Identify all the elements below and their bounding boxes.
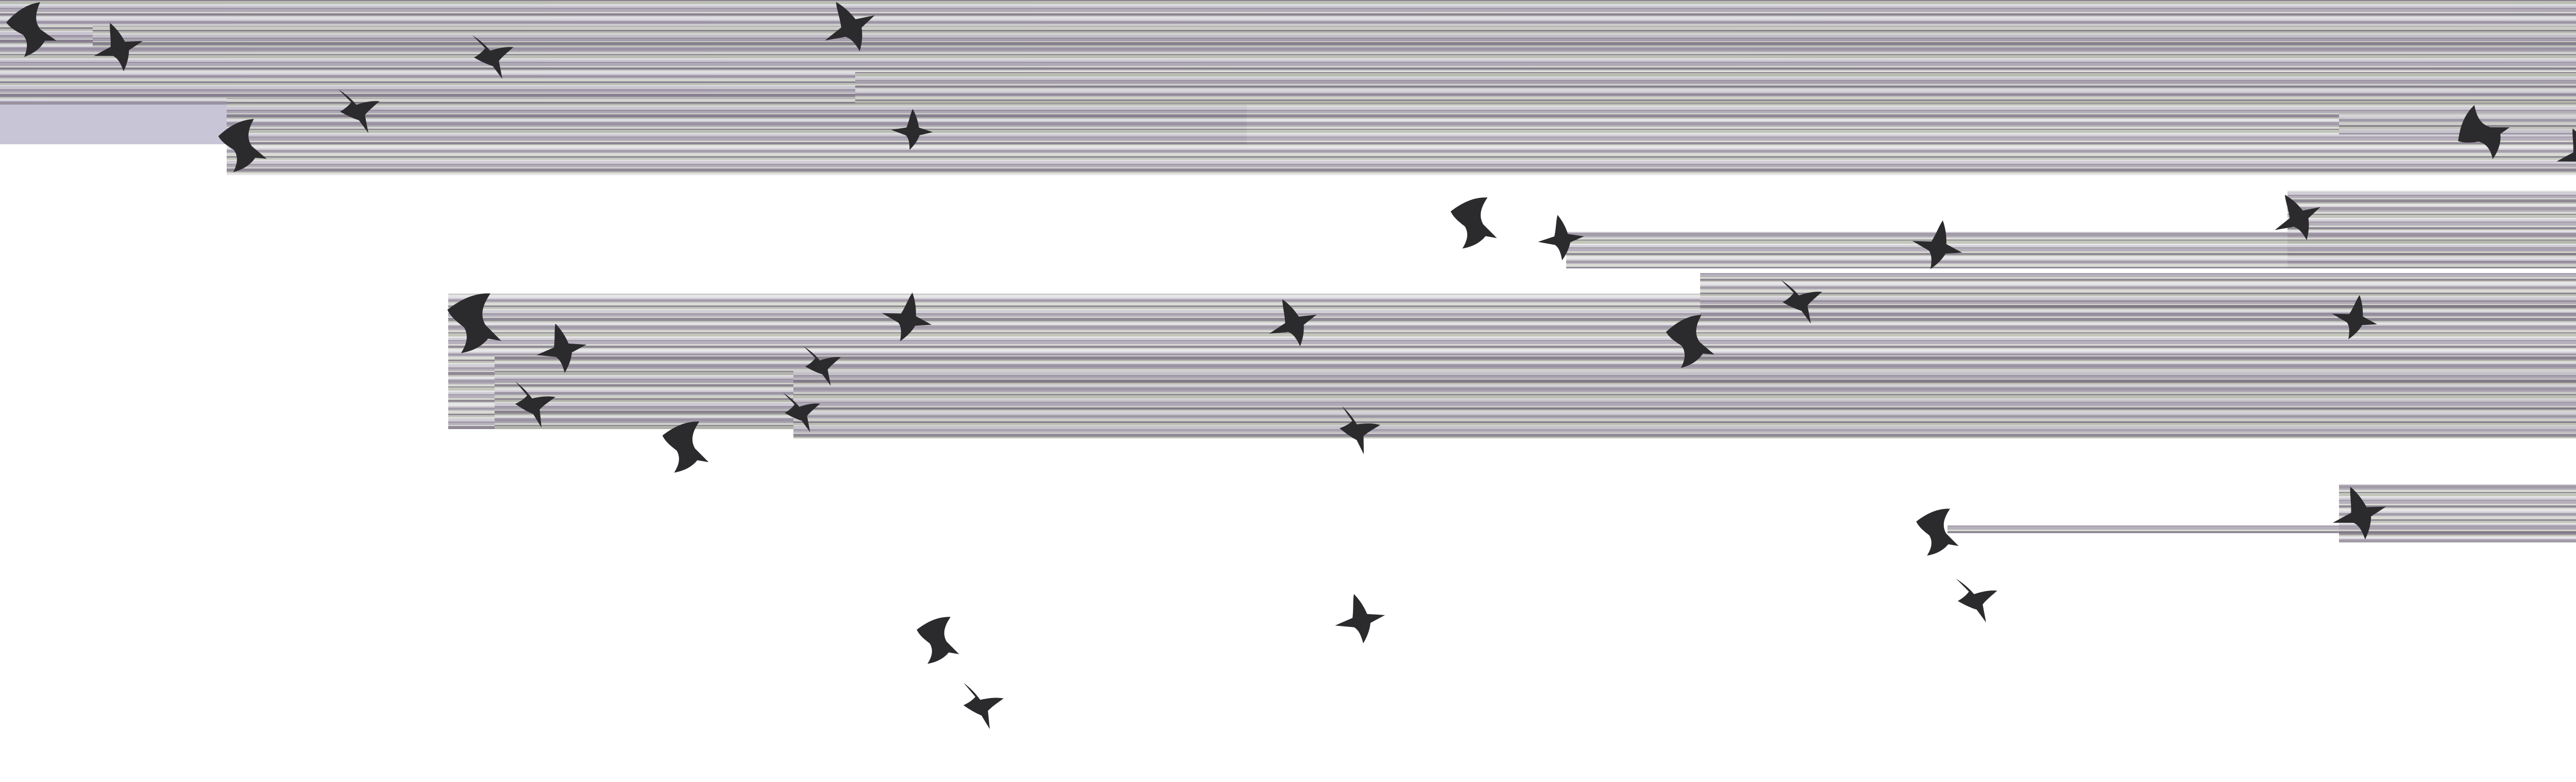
motion-streak	[793, 402, 2576, 403]
motion-streak	[793, 398, 2576, 400]
motion-streak	[1566, 240, 2576, 241]
motion-streak	[2287, 210, 2576, 212]
motion-streak	[1566, 233, 2576, 236]
motion-streak	[2339, 496, 2576, 498]
motion-streak	[495, 356, 2576, 360]
motion-streak	[448, 332, 2576, 333]
motion-streak	[855, 81, 2576, 84]
motion-streak	[227, 161, 2576, 164]
motion-streak	[2287, 199, 2576, 202]
motion-streak	[793, 411, 2576, 414]
motion-streak	[227, 119, 2576, 121]
motion-streak	[227, 150, 2576, 152]
motion-streak	[2339, 521, 2576, 523]
motion-streak	[2339, 492, 2576, 493]
motion-streak	[227, 111, 2576, 113]
motion-streak	[1700, 277, 2576, 279]
motion-streak	[495, 360, 2576, 361]
motion-streak	[1566, 232, 2576, 233]
motion-streak	[2287, 196, 2576, 198]
motion-streak	[793, 371, 2576, 372]
motion-streak	[227, 164, 2576, 165]
motion-streak	[2339, 488, 2576, 490]
motion-streak	[855, 96, 2576, 99]
motion-streak	[0, 4, 2576, 6]
motion-streak	[1566, 248, 2576, 251]
motion-streak	[2287, 204, 2576, 206]
motion-streak	[2287, 227, 2576, 229]
motion-streak	[1700, 294, 2576, 296]
motion-streak	[1700, 290, 2576, 293]
motion-streak	[495, 369, 2576, 371]
motion-streak	[93, 39, 2576, 41]
motion-streak	[855, 73, 2576, 76]
motion-streak	[227, 122, 2576, 125]
motion-streak	[0, 60, 2576, 62]
motion-streak	[227, 160, 2576, 161]
motion-streak	[793, 387, 2576, 390]
motion-streak	[448, 336, 2576, 338]
motion-streak	[227, 113, 2576, 114]
motion-streak	[2287, 223, 2576, 226]
motion-streak	[793, 407, 2576, 410]
motion-streak	[2339, 485, 2576, 488]
motion-streak	[793, 426, 2576, 429]
motion-streak	[2339, 125, 2576, 127]
motion-streak	[1700, 302, 2576, 304]
motion-streak	[2339, 516, 2576, 519]
motion-streak	[2339, 500, 2576, 501]
motion-streak	[227, 129, 2576, 130]
motion-streak	[1700, 274, 2576, 277]
motion-streak	[2287, 191, 2576, 192]
motion-streak	[2339, 535, 2576, 536]
motion-streak	[2339, 490, 2576, 492]
motion-streak	[2339, 117, 2576, 119]
motion-streak	[0, 58, 2576, 60]
motion-streak	[1700, 281, 2576, 282]
motion-streak	[793, 392, 2576, 394]
motion-streak	[227, 173, 2576, 175]
motion-streak	[793, 415, 2576, 417]
motion-streak	[227, 107, 2576, 110]
motion-streak	[448, 352, 2576, 353]
motion-streak	[1566, 251, 2576, 253]
motion-streak	[0, 6, 2576, 8]
motion-streak	[93, 35, 2576, 38]
motion-streak	[855, 86, 2576, 88]
motion-streak	[227, 167, 2576, 168]
motion-streak	[1566, 253, 2576, 255]
motion-streak	[2287, 214, 2576, 215]
motion-streak	[793, 406, 2576, 407]
motion-streak	[855, 92, 2576, 93]
motion-streak	[2339, 129, 2576, 130]
motion-streak	[1566, 236, 2576, 237]
motion-streak	[0, 13, 2576, 15]
motion-streak	[227, 158, 2576, 160]
motion-streak	[2339, 515, 2576, 516]
motion-streak	[1566, 247, 2576, 248]
motion-streak	[2339, 127, 2576, 129]
motion-streak	[227, 165, 2576, 167]
motion-streak	[793, 383, 2576, 384]
motion-streak	[793, 433, 2576, 434]
motion-streak	[448, 338, 2576, 340]
motion-streak	[1566, 264, 2576, 267]
motion-streak	[93, 38, 2576, 39]
motion-streak	[1947, 531, 2576, 533]
motion-streak	[793, 423, 2576, 425]
motion-streak	[227, 106, 2576, 107]
motion-streak	[2339, 519, 2576, 521]
motion-streak	[448, 321, 2576, 322]
motion-streak	[0, 9, 2576, 12]
motion-streak	[2339, 114, 2576, 117]
motion-streak	[2287, 218, 2576, 219]
motion-streak	[227, 134, 2576, 137]
motion-streak	[448, 325, 2576, 326]
motion-streak	[1700, 285, 2576, 286]
motion-streak	[1566, 261, 2576, 263]
motion-streak	[1700, 273, 2576, 274]
motion-streak	[495, 367, 2576, 369]
motion-streak	[0, 47, 2576, 50]
motion-streak	[1700, 293, 2576, 294]
motion-streak	[495, 355, 2576, 356]
motion-streak	[0, 23, 2576, 24]
motion-streak	[793, 384, 2576, 386]
motion-streak	[227, 117, 2576, 119]
motion-streak	[793, 429, 2576, 431]
motion-streak	[0, 20, 2576, 21]
motion-streak	[793, 386, 2576, 387]
motion-streak	[227, 110, 2576, 111]
motion-streak	[227, 127, 2576, 129]
motion-streak	[0, 0, 2576, 1]
motion-streak	[2339, 538, 2576, 539]
motion-streak	[793, 403, 2576, 406]
motion-streak	[2287, 226, 2576, 227]
motion-streak	[2339, 523, 2576, 524]
motion-streak	[227, 172, 2576, 173]
motion-streak	[1700, 308, 2576, 310]
motion-streak	[1700, 313, 2576, 316]
motion-streak	[1700, 286, 2576, 288]
motion-streak	[227, 152, 2576, 153]
motion-streak	[2287, 195, 2576, 196]
motion-streak	[227, 138, 2576, 141]
motion-streak	[227, 153, 2576, 156]
motion-streak	[855, 80, 2576, 81]
motion-streak	[1566, 244, 2576, 245]
motion-streak	[227, 141, 2576, 142]
motion-streak	[855, 99, 2576, 101]
motion-streak	[0, 12, 2576, 13]
motion-streak	[793, 410, 2576, 411]
motion-streak	[227, 133, 2576, 134]
motion-streak	[93, 41, 2576, 42]
motion-streak	[2287, 222, 2576, 223]
motion-streak	[855, 88, 2576, 89]
motion-streak	[227, 142, 2576, 144]
motion-streak	[2339, 498, 2576, 500]
motion-streak	[1947, 526, 2576, 530]
motion-streak	[0, 55, 2576, 58]
motion-streak	[93, 31, 2576, 33]
motion-streak	[1700, 296, 2576, 297]
motion-streak	[855, 84, 2576, 86]
motion-streak	[448, 329, 2576, 330]
motion-streak	[1700, 312, 2576, 313]
motion-streak	[793, 377, 2576, 379]
motion-streak	[0, 63, 2576, 66]
motion-streak	[448, 348, 2576, 349]
motion-streak	[448, 340, 2576, 341]
motion-streak	[793, 421, 2576, 423]
motion-streak	[93, 26, 2576, 27]
motion-streak	[2287, 198, 2576, 199]
motion-streak	[227, 156, 2576, 158]
motion-streak	[2339, 484, 2576, 485]
motion-streak	[855, 89, 2576, 92]
motion-streak	[2339, 504, 2576, 505]
motion-streak	[93, 45, 2576, 47]
motion-streak	[227, 104, 2576, 106]
motion-streak	[93, 42, 2576, 45]
motion-streak	[0, 70, 2576, 71]
motion-streak	[0, 66, 2576, 67]
motion-streak	[1566, 241, 2576, 244]
motion-streak	[855, 78, 2576, 80]
motion-streak	[2339, 493, 2576, 496]
motion-streak	[1566, 237, 2576, 240]
motion-streak	[793, 437, 2576, 438]
motion-streak	[855, 95, 2576, 96]
motion-streak	[227, 125, 2576, 127]
motion-streak	[2287, 219, 2576, 222]
motion-streak	[495, 363, 2576, 364]
motion-streak	[793, 395, 2576, 398]
motion-streak	[448, 318, 2576, 321]
motion-streak	[1566, 259, 2576, 261]
motion-streak	[227, 145, 2576, 148]
motion-streak	[793, 390, 2576, 392]
motion-streak	[1947, 530, 2576, 531]
motion-streak	[2287, 215, 2576, 218]
motion-streak	[855, 101, 2576, 103]
motion-streak	[2339, 133, 2576, 134]
motion-streak	[0, 67, 2576, 70]
motion-streak	[0, 21, 2576, 23]
motion-streak	[1700, 300, 2576, 302]
motion-streak	[793, 380, 2576, 383]
motion-streak	[793, 425, 2576, 426]
motion-streak	[2287, 202, 2576, 204]
motion-streak	[93, 33, 2576, 35]
motion-streak	[793, 417, 2576, 418]
motion-streak	[227, 168, 2576, 172]
motion-streak	[448, 333, 2576, 336]
motion-streak	[227, 148, 2576, 150]
motion-streak	[2287, 192, 2576, 195]
motion-streak	[2339, 130, 2576, 133]
motion-streak	[1566, 255, 2576, 256]
motion-streak	[793, 400, 2576, 402]
motion-streak	[227, 114, 2576, 117]
motion-streak	[1700, 310, 2576, 312]
motion-streak	[1566, 267, 2576, 268]
motion-streak	[0, 8, 2576, 9]
motion-streak	[0, 1, 2576, 4]
motion-streak	[2339, 122, 2576, 125]
motion-streak	[227, 144, 2576, 145]
motion-streak	[793, 375, 2576, 377]
motion-streak	[855, 72, 2576, 73]
motion-streak	[855, 76, 2576, 78]
motion-streak	[793, 372, 2576, 375]
motion-streak	[1700, 305, 2576, 308]
motion-streak	[2287, 207, 2576, 210]
motion-streak	[793, 394, 2576, 395]
motion-streak	[93, 27, 2576, 30]
motion-streak	[0, 16, 2576, 20]
motion-streak	[448, 344, 2576, 346]
motion-streak	[227, 137, 2576, 138]
motion-streak	[0, 50, 2576, 52]
motion-streak	[793, 414, 2576, 415]
motion-streak	[793, 434, 2576, 437]
motion-streak	[448, 317, 2576, 318]
motion-streak	[495, 361, 2576, 363]
motion-streak	[793, 379, 2576, 380]
motion-streak	[2339, 119, 2576, 121]
motion-streak	[448, 326, 2576, 329]
motion-streak	[227, 121, 2576, 122]
motion-streak	[1700, 297, 2576, 300]
motion-streak	[93, 30, 2576, 31]
motion-streak	[1566, 245, 2576, 247]
motion-streak	[1566, 263, 2576, 264]
motion-streak	[0, 52, 2576, 54]
motion-streak	[2339, 536, 2576, 538]
motion-streak	[793, 431, 2576, 433]
motion-streak	[1700, 279, 2576, 281]
motion-streak	[855, 93, 2576, 95]
motion-streak	[2287, 212, 2576, 214]
motion-streak	[0, 62, 2576, 63]
motion-streak	[1566, 256, 2576, 259]
motion-streak	[2339, 113, 2576, 114]
motion-streak	[793, 418, 2576, 421]
motion-streak	[448, 330, 2576, 332]
motion-streak	[1700, 288, 2576, 290]
motion-streak	[448, 353, 2576, 355]
motion-streak	[2287, 229, 2576, 230]
motion-streak	[448, 341, 2576, 344]
motion-streak	[2287, 206, 2576, 207]
motion-streak	[448, 322, 2576, 325]
motion-streak	[2339, 539, 2576, 542]
motion-streak	[0, 15, 2576, 16]
motion-streak	[448, 349, 2576, 352]
motion-streak	[227, 130, 2576, 133]
motion-streak	[1700, 282, 2576, 285]
motion-streak	[2339, 121, 2576, 122]
motion-streak	[2339, 501, 2576, 504]
motion-streak	[1947, 525, 2576, 526]
motion-streak	[0, 54, 2576, 55]
motion-streak	[448, 346, 2576, 348]
motion-streak	[1700, 304, 2576, 305]
